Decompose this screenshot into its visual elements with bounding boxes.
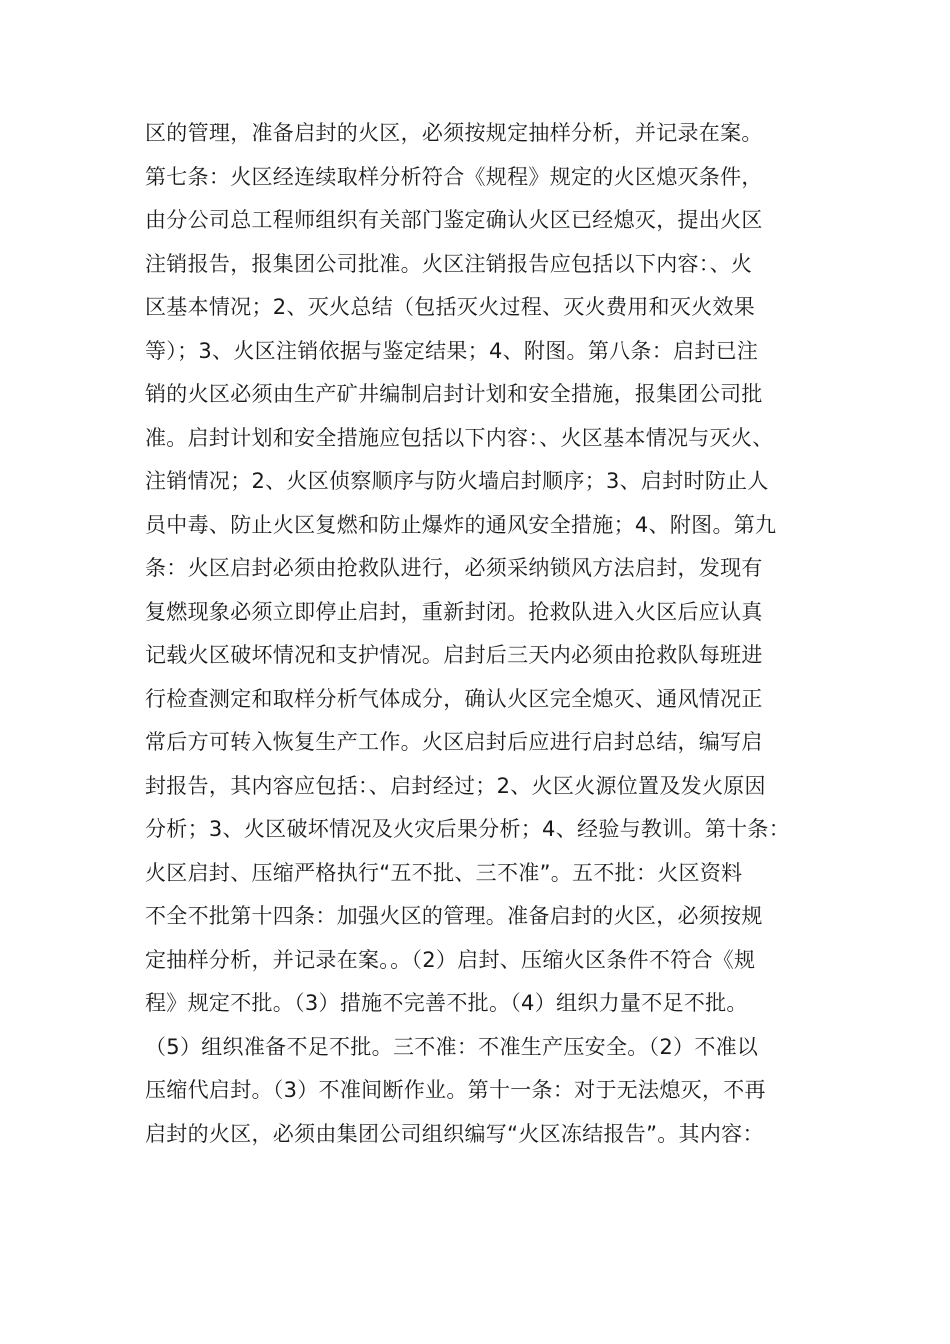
text-line-1: 区的管理，准备启封的火区，必须按规定抽样分析，并记录在案。 — [145, 121, 763, 145]
body-text — [145, 112, 835, 1156]
text-line-5: 区基本情况；2、灭火总结（包括灭火过程、灭火费用和灭火效果 — [145, 295, 756, 319]
text-line-20: 定抽样分析，并记录在案。。（2）启封、压缩火区条件不符合《规 — [145, 947, 756, 972]
text-line-4: 注销报告，报集团公司批准。火区注销报告应包括以下内容：、火 — [145, 251, 753, 276]
text-line-10: 员中毒、防止火区复燃和防止爆炸的通风安全措施；4、附图。第九 — [145, 512, 777, 537]
text-line-22: （5）组织准备不足不批。三不准：不准生产压安全。（2）不准以 — [145, 1034, 759, 1059]
text-line-17: 分析；3、火区破坏情况及火灾后果分析；4、经验与教训。第十条： — [145, 817, 791, 841]
text-line-12: 复燃现象必须立即停止启封，重新封闭。抢救队进入火区后应认真 — [145, 599, 763, 624]
text-line-15: 常后方可转入恢复生产工作。火区启封后应进行启封总结，编写启 — [145, 730, 763, 754]
text-line-11: 条：火区启封必须由抢救队进行，必须采纳锁风方法启封，发现有 — [145, 556, 763, 580]
text-line-21: 程》规定不批。（3）措施不完善不批。（4）组织力量不足不批。 — [145, 991, 748, 1015]
text-line-24: 启封的火区，必须由集团公司组织编写“火区冻结报告”。其内容： — [145, 1121, 764, 1146]
text-line-9: 注销情况；2、火区侦察顺序与防火墙启封顺序；3、启封时防止人 — [145, 469, 769, 493]
text-line-19: 不全不批第十四条：加强火区的管理。准备启封的火区，必须按规 — [145, 904, 763, 928]
text-line-16: 封报告，其内容应包括：、启封经过；2、火区火源位置及发火原因 — [145, 773, 766, 798]
text-line-13: 记载火区破坏情况和支护情况。启封后三天内必须由抢救队每班进 — [145, 643, 763, 667]
text-line-23: 压缩代启封。（3）不准间断作业。第十一条：对于无法熄灭，不再 — [145, 1078, 766, 1102]
text-line-7: 销的火区必须由生产矿井编制启封计划和安全措施，报集团公司批 — [145, 382, 763, 406]
text-line-14: 行检查测定和取样分析气体成分，确认火区完全熄灭、通风情况正 — [145, 686, 763, 711]
text-line-18: 火区启封、压缩严格执行“五不批、三不准”。五不批：火区资料 — [145, 860, 743, 885]
text-line-6: 等）；3、火区注销依据与鉴定结果；4、附图。第八条：启封已注 — [145, 338, 759, 363]
text-line-3: 由分公司总工程师组织有关部门鉴定确认火区已经熄灭，提出火区 — [145, 208, 763, 232]
text-line-2: 第七条：火区经连续取样分析符合《规程》规定的火区熄灭条件， — [145, 164, 763, 189]
text-line-8: 准。启封计划和安全措施应包括以下内容：、火区基本情况与灭火、 — [145, 425, 774, 450]
